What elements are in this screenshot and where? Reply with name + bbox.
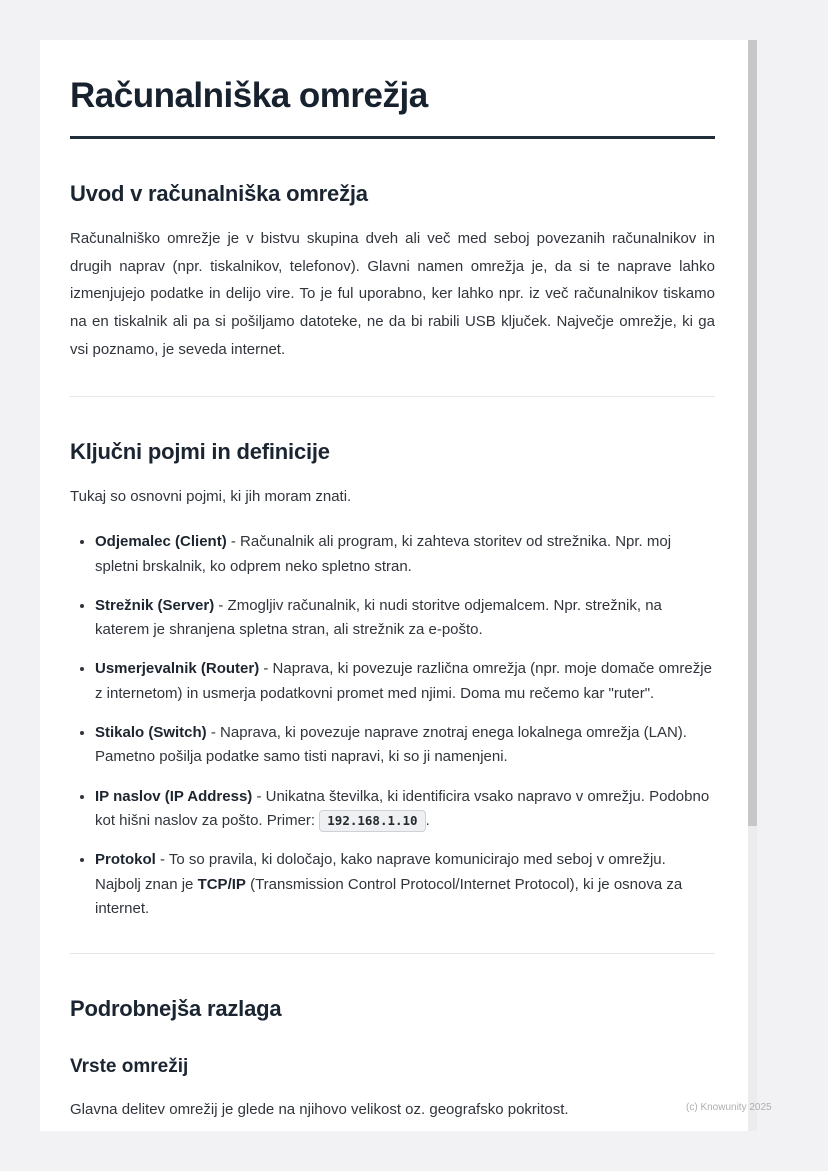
list-item-router: [95, 657, 715, 706]
list-item-server: [95, 594, 715, 643]
term-desc: - To so pravila, ki določajo, kako naprave komunicirajo med seboj v omrežju. Najbolj znan je: [95, 851, 666, 893]
term-label: Usmerjevalnik (Router): [95, 660, 260, 678]
term-label: Stikalo (Switch): [95, 724, 207, 742]
term-desc-after: .: [425, 811, 430, 829]
term-desc: - Unikatna številka, ki identificira vsako napravo v omrežju. Podobno kot hišni naslov za pošto. Primer:: [95, 787, 710, 829]
term-label: Protokol: [95, 851, 156, 869]
details-paragraph: Glavna delitev omrežij je glede na njihovo velikost oz. geografsko pokritost.: [70, 1101, 569, 1119]
term-label: IP naslov (IP Address): [95, 787, 253, 805]
list-item-protocol: [95, 848, 715, 921]
section-divider: [70, 396, 715, 397]
list-item-client: [95, 530, 715, 579]
term-desc: - Naprava, ki povezuje naprave znotraj enega lokalnega omrežja (LAN). Pametno pošilja podatke samo tisti napravi, ki so ji namenjeni.: [95, 724, 687, 766]
document-content: [40, 40, 757, 1124]
term-desc: - Računalnik ali program, ki zahteva storitev od strežnika. Npr. moj spletni brskalnik, ko odprem neko spletno stran.: [95, 533, 672, 575]
term-desc: - Zmogljiv računalnik, ki nudi storitve odjemalcem. Npr. strežnik, na katerem je shranjena spletna stran, ali strežnik za e-pošto.: [95, 596, 662, 639]
scrollbar-thumb[interactable]: [748, 40, 757, 826]
tcpip-bold-text: TCP/IP: [197, 875, 246, 893]
definitions-list: [70, 530, 715, 921]
section-heading-intro: Uvod v računalniška omrežja: [70, 180, 368, 206]
section-heading-terms: Ključni pojmi in definicije: [70, 438, 330, 464]
term-desc: - Naprava, ki povezuje različna omrežja (npr. moje domače omrežje z internetom) in usmerja podatkovni promet med njimi. Doma mu rečemo kar "ruter".: [95, 660, 712, 702]
section-divider: [70, 953, 715, 954]
scrollbar-track[interactable]: [748, 40, 757, 1131]
page-title: Računalniška omrežja: [70, 74, 715, 139]
list-item-switch: [95, 721, 715, 770]
ip-address-code: 192.168.1.10: [319, 810, 425, 832]
section-heading-details: Podrobnejša razlaga: [70, 996, 282, 1022]
terms-intro-paragraph: Tukaj so osnovni pojmi, ki jih moram znati.: [70, 487, 352, 505]
list-item-ip-address: [95, 785, 715, 834]
term-desc-after: (Transmission Control Protocol/Internet Protocol), ki je osnova za internet.: [95, 875, 683, 917]
term-label: Odjemalec (Client): [95, 533, 227, 551]
term-label: Strežnik (Server): [95, 596, 215, 614]
intro-paragraph: Računalniško omrežje je v bistvu skupina dveh ali več med seboj povezanih računalnikov in drugih naprav (npr. tiskalnikov, telefonov). Glavni namen omrežja je, da si te naprave lahko izmenjujejo podatke in delijo vire. To je ful uporabno, ker lahko npr. iz več računalnikov tiskamo na en tiskalnik ali pa si pošiljamo datoteke, ne da bi rabili USB ključek. Največje omrežje, ki ga vsi poznamo, je seveda internet.: [70, 229, 715, 358]
document-page: [40, 40, 757, 1131]
watermark: (c) Knowunity 2025: [686, 1102, 772, 1113]
subsection-heading-network-types: Vrste omrežij: [70, 1056, 189, 1078]
